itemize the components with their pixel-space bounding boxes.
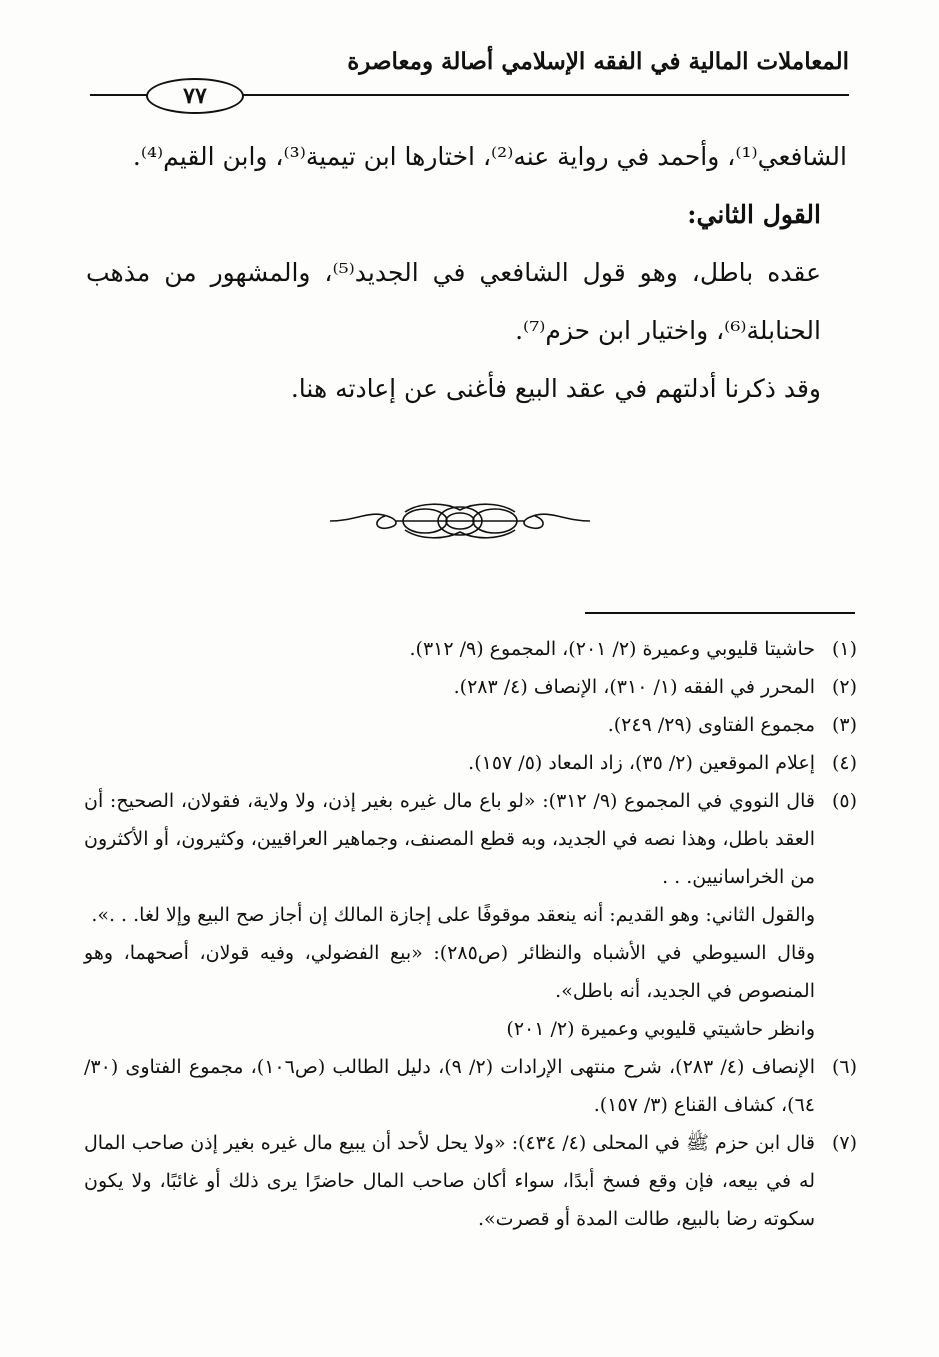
ornament-divider (325, 498, 595, 544)
footnote-number: (٣) (831, 714, 857, 736)
footnote-number: (٧) (831, 1132, 857, 1154)
footnote-text: قال النووي في المجموع (٩/ ٣١٢): «لو باع مال غيره بغير إذن، ولا ولاية، فقولان، الصحيح: أن العقد باطل، وهذا نصه في الجديد، وبه قطع المصنف، وجماهير العراقيين، وكثيرون، أو الأكثرون من الخراسانيين. . . (84, 790, 815, 888)
footnote-number: (٤) (831, 752, 857, 774)
footnote-text: الإنصاف (٤/ ٢٨٣)، شرح منتهى الإرادات (٢/ ٩)، دليل الطالب (ص١٠٦)، مجموع الفتاوى (٣٠/ ٦٤)، كشاف القناع (٣/ ١٥٧). (84, 1056, 815, 1116)
paragraph-2: عقده باطل، وهو قول الشافعي في الجديد⁽⁵⁾، والمشهور من مذهب الحنابلة⁽⁶⁾، واختيار ابن حزم⁽⁷⁾. (86, 258, 821, 345)
footnote-text: حاشيتا قليوبي وعميرة (٢/ ٢٠١)، المجموع (٩/ ٣١٢). (409, 638, 815, 660)
footnote-4 (84, 744, 857, 782)
footnote-5 (84, 782, 857, 1048)
page-header (90, 40, 849, 109)
footnotes (84, 630, 857, 1238)
footnote-text: وقال السيوطي في الأشباه والنظائر (ص٢٨٥): «بيع الفضولي، وفيه قولان، أصحهما، وهو المنصوص في الجديد، أنه باطل». (84, 942, 816, 1002)
footnote-7 (84, 1124, 857, 1238)
footnote-number: (١) (831, 638, 857, 660)
footnote-number: (٦) (831, 1056, 857, 1078)
footnote-number: (٥) (831, 790, 857, 812)
main-text (86, 128, 847, 418)
footnote-text: إعلام الموقعين (٢/ ٣٥)، زاد المعاد (٥/ ١٥٧). (468, 752, 815, 774)
footnote-1 (84, 630, 857, 668)
paragraph-3: وقد ذكرنا أدلتهم في عقد البيع فأغنى عن إعادته هنا. (290, 374, 821, 403)
book-title: المعاملات المالية في الفقه الإسلامي أصالة ومعاصرة (347, 48, 849, 75)
footnote-6 (84, 1048, 857, 1124)
footnote-text: المحرر في الفقه (١/ ٣١٠)، الإنصاف (٤/ ٢٨٣). (453, 676, 815, 698)
paragraph-1: الشافعي⁽¹⁾، وأحمد في رواية عنه⁽²⁾، اختارها ابن تيمية⁽³⁾، وابن القيم⁽⁴⁾. (132, 142, 847, 171)
footnote-2 (84, 668, 857, 706)
section-heading: القول الثاني: (687, 200, 821, 229)
footnote-text: قال ابن حزم ﷺ في المحلى (٤/ ٤٣٤): «ولا يحل لأحد أن يبيع مال غيره بغير إذن صاحب المال له في بيعه، فإن وقع فسخ أبدًا، سواء أكان صاحب المال حاضرًا يرى ذلك أو غائبًا، ولا يكون سكوته رضا بالبيع، طالت المدة أو قصرت». (84, 1132, 815, 1230)
footnote-3 (84, 706, 857, 744)
footnote-number: (٢) (831, 676, 857, 698)
footnote-text: مجموع الفتاوى (٢٩/ ٢٤٩). (607, 714, 815, 736)
footnote-text: وانظر حاشيتي قليوبي وعميرة (٢/ ٢٠١) (506, 1018, 815, 1040)
footnote-text: والقول الثاني: وهو القديم: أنه ينعقد موقوفًا على إجازة المالك إن أجاز صح البيع وإلا لغا. . .». (91, 904, 815, 926)
page-number: ٧٧ (146, 78, 244, 114)
footnote-separator (585, 612, 855, 614)
